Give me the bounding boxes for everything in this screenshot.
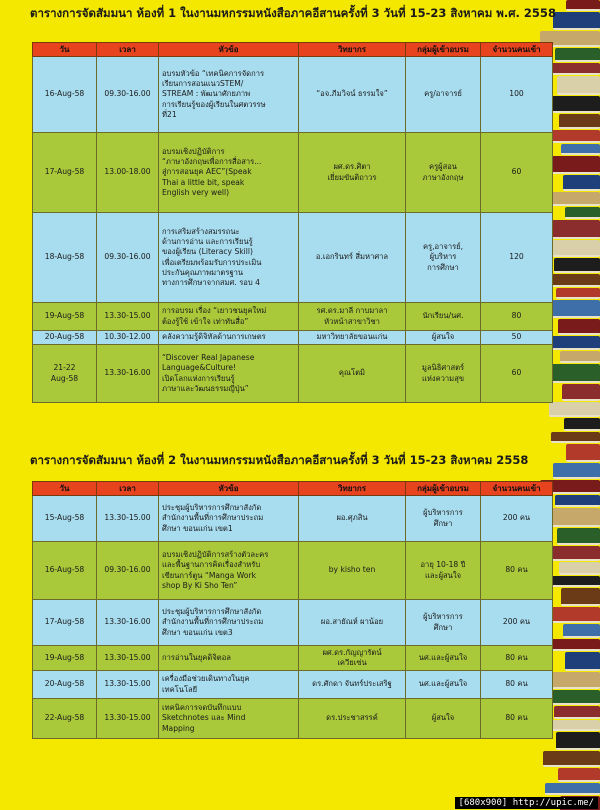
book-spine [548,156,600,174]
group-cell: ผู้บริหารการ ศึกษา [406,496,481,542]
topic-cell: เทคนิคการจดบันทึกแบบ Sketchnotes และ Mind Mapping [159,699,299,739]
book-spine [546,576,600,587]
book-spine [550,192,600,206]
book-spine [552,220,600,239]
count-cell: 80 คน [481,542,553,600]
schedule1-title: ตารางการจัดสัมมนา ห้องที่ 1 ในงานมหกรรมหนังสือภาคอีสานครั้งที่ 3 วันที่ 15-23 สิงหาคม พ.ศ. 2558 [30,6,556,20]
book-spine [551,432,600,443]
header-day: วัน [33,43,97,57]
time-cell: 10.30-12.00 [97,331,159,345]
count-cell: 120 [481,213,553,303]
group-cell: นศ.และผู้สนใจ [406,646,481,671]
time-cell: 09.30-16.00 [97,213,159,303]
table-header-row [33,482,553,496]
book-spine [552,672,600,689]
day-cell: 20-Aug-58 [33,671,97,699]
table-row [33,213,553,303]
book-spine [554,258,600,273]
book-spine [555,495,600,507]
time-cell: 13.30-16.00 [97,600,159,646]
table-row [33,671,553,699]
book-spine [545,783,600,795]
book-spine [545,336,600,350]
day-cell: 16-Aug-58 [33,57,97,133]
topic-cell: “Discover Real Japanese Language&Culture! เปิดโลกแห่งการเรียนรู้ ภาษาและวัฒนธรรมญี่ปุ่น” [159,345,299,403]
group-cell: มูลนิธิศาสตร์ แห่งความสุข [406,345,481,403]
speaker-cell: มหาวิทยาลัยขอนแก่น [299,331,406,345]
time-cell: 13.30-15.00 [97,699,159,739]
topic-cell: การอ่านในยุคดิจิตอล [159,646,299,671]
count-cell: 80 [481,303,553,331]
book-spine [554,706,600,719]
header-count: จำนวนคนเข้า [481,482,553,496]
speaker-cell: ดร.ศักดา จันทร์ประเสริฐ [299,671,406,699]
topic-cell: อบรมเชิงปฏิบัติการ “ภาษาอังกฤษเพื่อการสื่อสาร... สู่การสอนยุค AEC”(Speak Thai a little bit, speak English very well) [159,133,299,213]
time-cell: 13.30-16.00 [97,345,159,403]
day-cell: 17-Aug-58 [33,133,97,213]
book-spine [556,732,600,750]
day-cell: 20-Aug-58 [33,331,97,345]
group-cell: ครูผู้สอน ภาษาอังกฤษ [406,133,481,213]
book-spine [547,364,600,383]
book-spine [566,0,600,11]
day-cell: 21-22 Aug-58 [33,345,97,403]
image-host-watermark: [680x900] http://upic.me/ [455,797,598,809]
time-cell: 13.30-15.00 [97,496,159,542]
speaker-cell: รศ.ดร.มาลี กาบมาลา หัวหน้าสาขาวิชา [299,303,406,331]
count-cell: 50 [481,331,553,345]
group-cell: ผู้สนใจ [406,331,481,345]
speaker-cell: ผอ.สายัณห์ ผาน้อย [299,600,406,646]
group-cell: นักเรียน/นศ. [406,303,481,331]
book-spine [560,351,600,363]
count-cell: 200 คน [481,600,553,646]
book-spine [549,402,600,417]
count-cell: 60 [481,345,553,403]
table-header-row [33,43,553,57]
header-topic: หัวข้อ [159,43,299,57]
topic-cell: เครื่องมือช่วยเดินทางในยุค เทคโนโลยี [159,671,299,699]
topic-cell: ประชุมผู้บริหารการศึกษาสังกัด สำนักงานพื้นที่การศึกษาประถม ศึกษา ขอนแก่น เขต3 [159,600,299,646]
book-spine [565,652,600,671]
book-spine [558,319,600,335]
time-cell: 09.30-16.00 [97,57,159,133]
schedule1-table [32,42,553,403]
topic-cell: การเสริมสร้างสมรรถนะ ด้านการอ่าน และการเรียนรู้ ของผู้เรียน (Literacy Skill) เพื่อเตรียมพร้อมรับการประเมิน ประกันคุณภาพมาตรฐาน ทางการศึกษาจากสมศ. รอบ 4 [159,213,299,303]
header-count: จำนวนคนเข้า [481,43,553,57]
count-cell: 80 คน [481,646,553,671]
time-cell: 13.00-18.00 [97,133,159,213]
table-row [33,646,553,671]
speaker-cell: ผศ.ดร.กัญญารัตน์ เควียเซ่น [299,646,406,671]
speaker-cell: ผศ.ดร.ศิตา เยี่ยมขันติถาวร [299,133,406,213]
book-spine [553,463,600,479]
count-cell: 100 [481,57,553,133]
day-cell: 16-Aug-58 [33,542,97,600]
day-cell: 19-Aug-58 [33,646,97,671]
book-spine [550,639,600,651]
book-spine [561,588,600,606]
table-row [33,345,553,403]
book-spine [546,130,600,143]
day-cell: 18-Aug-58 [33,213,97,303]
book-spine [563,624,600,638]
time-cell: 13.30-15.00 [97,303,159,331]
book-spine [557,76,600,95]
table-row [33,542,553,600]
book-spine [543,751,600,767]
topic-cell: อบรมเชิงปฏิบัติการสร้างตัวละคร และพื้นฐานการคิดเรื่องสำหรับ เขียนการ์ตูน “Manga Work shop By Ki Sho Ten” [159,542,299,600]
speaker-cell: ผอ.ศุภสิน [299,496,406,542]
book-spine [548,607,600,623]
day-cell: 22-Aug-58 [33,699,97,739]
group-cell: ครู/อาจารย์ [406,57,481,133]
group-cell: ผู้สนใจ [406,699,481,739]
speaker-cell: “อจ.ภีมวิจน์ ธรรมใจ” [299,57,406,133]
group-cell: นศ.และผู้สนใจ [406,671,481,699]
group-cell: ครู,อาจารย์, ผู้บริหาร การศึกษา [406,213,481,303]
table-row [33,496,553,542]
book-spine [559,562,600,575]
header-topic: หัวข้อ [159,482,299,496]
topic-cell: ประชุมผู้บริหารการศึกษาสังกัด สำนักงานพื้นที่การศึกษาประถม ศึกษา ขอนแก่น เขต1 [159,496,299,542]
topic-cell: อบรมหัวข้อ “เทคนิคการจัดการ เรียนการสอนแนวSTEM/ STREAM : พัฒนาศักยภาพ การเรียนรู้ของผู้เรียนในศตวรรษ ที่21 [159,57,299,133]
book-spine [565,207,600,219]
table-row [33,57,553,133]
table-row [33,699,553,739]
count-cell: 80 คน [481,699,553,739]
header-time: เวลา [97,482,159,496]
header-group: กลุ่มผู้เข้าอบรม [406,482,481,496]
count-cell: 80 คน [481,671,553,699]
speaker-cell: อ.เอกรินทร์ สี่มหาศาล [299,213,406,303]
book-spine [556,288,600,299]
group-cell: อายุ 10-18 ปี และผู้สนใจ [406,542,481,600]
speaker-cell: คุณโตมิ [299,345,406,403]
book-spine [564,418,600,431]
schedule2-table [32,481,553,739]
topic-cell: คลังความรู้ดิจิทัลด้านการเกษตร [159,331,299,345]
header-day: วัน [33,482,97,496]
book-spine [561,144,600,155]
time-cell: 13.30-15.00 [97,646,159,671]
group-cell: ผู้บริหารการ ศึกษา [406,600,481,646]
book-spine [555,48,600,62]
book-spine [562,384,600,401]
time-cell: 09.30-16.00 [97,542,159,600]
count-cell: 60 [481,133,553,213]
speaker-cell: ดร.ประชาสรรค์ [299,699,406,739]
time-cell: 13.30-15.00 [97,671,159,699]
book-spine [557,528,600,545]
header-time: เวลา [97,43,159,57]
header-group: กลุ่มผู้เข้าอบรม [406,43,481,57]
topic-cell: การอบรม เรื่อง “เยาวชนยุคใหม่ ต้องรู้ใช้ เข้าใจ เท่าทันสื่อ” [159,303,299,331]
speaker-cell: by kisho ten [299,542,406,600]
book-spine [566,444,600,462]
book-spine [558,768,600,782]
schedule2-title: ตารางการจัดสัมมนา ห้องที่ 2 ในงานมหกรรมหนังสือภาคอีสานครั้งที่ 3 วันที่ 15-23 สิงหาคม 2558 [30,453,529,467]
day-cell: 17-Aug-58 [33,600,97,646]
day-cell: 19-Aug-58 [33,303,97,331]
header-speaker: วิทยากร [299,43,406,57]
day-cell: 15-Aug-58 [33,496,97,542]
table-row [33,600,553,646]
table-row [33,133,553,213]
count-cell: 200 คน [481,496,553,542]
book-spine [553,12,600,30]
book-spine [559,114,600,129]
header-speaker: วิทยากร [299,482,406,496]
book-spine [563,175,600,191]
table-row [33,331,553,345]
table-row [33,303,553,331]
